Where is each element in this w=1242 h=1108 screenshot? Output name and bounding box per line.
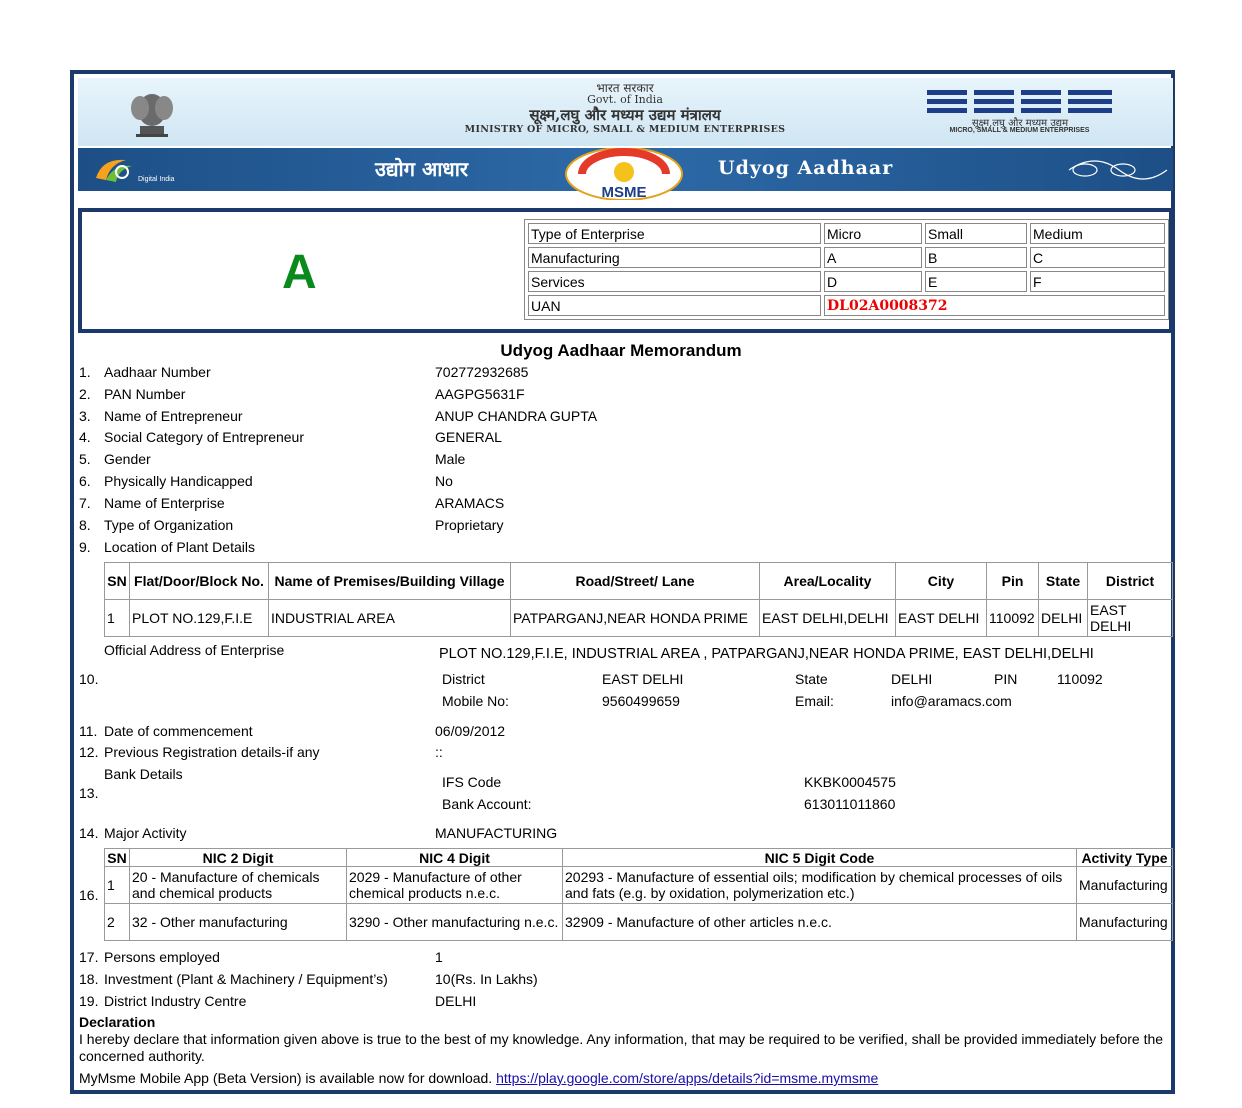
table-cell: 3290 - Other manufacturing n.e.c. (347, 904, 563, 941)
msme-hindi: सूक्ष्म,लघु और मध्यम उद्यम (971, 118, 1069, 129)
row-number: 9. (79, 539, 91, 555)
row-value: :: (435, 744, 443, 760)
column-header: State (1039, 563, 1088, 600)
gov-hindi: भारत सरकार (596, 81, 654, 95)
table-cell: Type of Enterprise (528, 223, 821, 244)
table-cell: 110092 (987, 600, 1039, 637)
row-label: Location of Plant Details (104, 539, 255, 555)
column-header: District (1088, 563, 1173, 600)
row-label: Persons employed (104, 949, 220, 965)
table-row (105, 600, 1173, 637)
nic-activity-table (104, 848, 1173, 941)
row-value: GENERAL (435, 429, 502, 445)
row-value: No (435, 473, 453, 489)
enterprise-type-table (524, 219, 1169, 320)
official-address-label: Official Address of Enterprise (104, 642, 285, 658)
row-number: 11. (79, 723, 98, 739)
row-number: 8. (79, 517, 91, 533)
row-number: 7. (79, 495, 91, 511)
udyog-aadhaar-english: Udyog Aadhaar (718, 157, 894, 179)
row-number: 17. (79, 949, 99, 965)
account-value: 613011011860 (804, 796, 896, 812)
table-cell: B (925, 247, 1027, 268)
table-row (528, 271, 1165, 292)
logo-msme-text: MSME (601, 184, 647, 200)
column-header: Name of Premises/Building Village (269, 563, 511, 600)
table-cell: EAST DELHI (1088, 600, 1173, 637)
category-letter: A (282, 246, 317, 299)
official-address-value: PLOT NO.129,F.I.E, INDUSTRIAL AREA , PATPARGANJ,NEAR HONDA PRIME, EAST DELHI,DELHI (439, 646, 1094, 662)
table-cell: PATPARGANJ,NEAR HONDA PRIME (511, 600, 760, 637)
row-value: 10(Rs. In Lakhs) (435, 971, 538, 987)
table-cell: 20293 - Manufacture of essential oils; modification by chemical processes of oils and fats (e.g. by oxidation, polymerization etc.) (563, 867, 1077, 904)
column-header: Road/Street/ Lane (511, 563, 760, 600)
column-header: Activity Type (1077, 849, 1173, 867)
row-value: MANUFACTURING (435, 825, 558, 841)
column-header: NIC 5 Digit Code (563, 849, 1077, 867)
ministry-hindi: सूक्ष्म,लघु और मध्यम उद्यम मंत्रालय (529, 106, 721, 124)
ifs-value: KKBK0004575 (804, 774, 896, 790)
row-value: ANUP CHANDRA GUPTA (435, 408, 598, 424)
app-notice-text: MyMsme Mobile App (Beta Version) is available now for download. (79, 1070, 493, 1086)
row-label: PAN Number (104, 386, 186, 402)
row-value: ARAMACS (435, 495, 505, 511)
pin-label: PIN (994, 671, 1018, 687)
table-cell: INDUSTRIAL AREA (269, 600, 511, 637)
row-label: Gender (104, 451, 151, 467)
table-cell: 32 - Other manufacturing (130, 904, 347, 941)
declaration-heading: Declaration (79, 1014, 156, 1030)
column-header: SN (105, 849, 130, 867)
table-cell: Manufacturing (1077, 904, 1173, 941)
row-number: 12. (79, 744, 99, 760)
table-cell: EAST DELHI,DELHI (760, 600, 896, 637)
row-value: 06/09/2012 (435, 723, 506, 739)
row-value: 1 (435, 949, 443, 965)
page-title: Udyog Aadhaar Memorandum (500, 341, 742, 360)
row-number: 10. (79, 671, 99, 687)
table-cell: Manufacturing (1077, 867, 1173, 904)
table-cell: PLOT NO.129,F.I.E (130, 600, 269, 637)
table-row (528, 223, 1165, 244)
table-header-row (105, 563, 1173, 600)
table-cell: 32909 - Manufacture of other articles n.e.c. (563, 904, 1077, 941)
row-number: 1. (79, 364, 91, 380)
column-header: Area/Locality (760, 563, 896, 600)
table-cell: 1 (105, 867, 130, 904)
row-value: Proprietary (435, 517, 504, 533)
swachh-bharat-logo-icon (1065, 154, 1170, 186)
udyog-aadhaar-hindi: उद्योग आधार (375, 157, 469, 181)
bank-details-label: Bank Details (104, 766, 183, 782)
plant-location-table (104, 562, 1173, 637)
row-label: Name of Enterprise (104, 495, 225, 511)
row-number: 14. (79, 825, 99, 841)
table-cell: A (824, 247, 922, 268)
row-number: 18. (79, 971, 99, 987)
ifs-label: IFS Code (442, 774, 502, 790)
row-label: Type of Organization (104, 517, 234, 533)
row-label: District Industry Centre (104, 993, 247, 1009)
row-number: 6. (79, 473, 91, 489)
row-number: 5. (79, 451, 91, 467)
column-header: SN (105, 563, 130, 600)
row-label: Social Category of Entrepreneur (104, 429, 304, 445)
table-cell: 1 (105, 600, 130, 637)
gov-english: Govt. of India (587, 93, 663, 106)
play-store-link[interactable]: https://play.google.com/store/apps/details?id=msme.mymsme (496, 1070, 879, 1086)
row-value: 702772932685 (435, 364, 529, 380)
row-label: Aadhaar Number (104, 364, 211, 380)
ministry-english: MINISTRY OF MICRO, SMALL & MEDIUM ENTERPRISES (464, 124, 786, 135)
declaration-text: I hereby declare that information given above is true to the best of my knowledge. Any information, that may be required to be verified, shall be provided immediately before the concerned authority. (79, 1031, 1164, 1064)
udyog-aadhaar-msme-logo-icon (560, 148, 688, 200)
table-cell: DELHI (1039, 600, 1088, 637)
row-label: Investment (Plant & Machinery / Equipment’s) (104, 971, 388, 987)
row-number: 19. (79, 993, 99, 1009)
table-cell: Services (528, 271, 821, 292)
table-cell: Medium (1030, 223, 1165, 244)
column-header: Pin (987, 563, 1039, 600)
ministry-header (420, 82, 830, 135)
mobile-value: 9560499659 (602, 693, 680, 709)
table-row (105, 867, 1173, 904)
table-cell: Manufacturing (528, 247, 821, 268)
column-header: City (896, 563, 987, 600)
uan-value: DL02A0008372 (824, 295, 1165, 316)
pin-value: 110092 (1057, 671, 1103, 687)
state-label: State (795, 671, 828, 687)
table-row (105, 904, 1173, 941)
table-cell: 20 - Manufacture of chemicals and chemical products (130, 867, 347, 904)
row-label: Name of Entrepreneur (104, 408, 243, 424)
row-number: 4. (79, 429, 91, 445)
row-value: DELHI (435, 993, 477, 1009)
row-label: Previous Registration details-if any (104, 744, 320, 760)
national-emblem-icon (120, 86, 184, 140)
column-header: NIC 4 Digit (347, 849, 563, 867)
mobile-label: Mobile No: (442, 693, 509, 709)
district-label: District (442, 671, 485, 687)
msme-english: MICRO, SMALL & MEDIUM ENTERPRISES (949, 127, 1090, 134)
email-label: Email: (795, 693, 834, 709)
table-cell: E (925, 271, 1027, 292)
column-header: Flat/Door/Block No. (130, 563, 269, 600)
table-cell: F (1030, 271, 1165, 292)
account-label: Bank Account: (442, 796, 532, 812)
row-label: Date of commencement (104, 723, 253, 739)
table-row (528, 247, 1165, 268)
row-number: 3. (79, 408, 91, 424)
table-cell: C (1030, 247, 1165, 268)
table-cell: 2 (105, 904, 130, 941)
table-cell: D (824, 271, 922, 292)
app-notice (79, 1070, 878, 1086)
table-row (528, 295, 1165, 316)
row-number: 16. (79, 887, 99, 903)
table-cell: EAST DELHI (896, 600, 987, 637)
digital-india-logo-icon (92, 152, 202, 186)
row-value: AAGPG5631F (435, 386, 525, 402)
uan-label: UAN (528, 295, 821, 316)
table-cell: Small (925, 223, 1027, 244)
table-header-row (105, 849, 1173, 867)
state-value: DELHI (891, 671, 933, 687)
row-label: Major Activity (104, 825, 187, 841)
digital-india-text: Digital India (138, 176, 175, 183)
district-value: EAST DELHI (602, 671, 684, 687)
row-number: 2. (79, 386, 91, 402)
table-cell: 2029 - Manufacture of other chemical products n.e.c. (347, 867, 563, 904)
table-cell: Micro (824, 223, 922, 244)
row-label: Physically Handicapped (104, 473, 253, 489)
msme-logo-icon (922, 88, 1117, 116)
column-header: NIC 2 Digit (130, 849, 347, 867)
row-value: Male (435, 451, 466, 467)
email-value: info@aramacs.com (891, 693, 1012, 709)
row-number: 13. (79, 785, 99, 801)
